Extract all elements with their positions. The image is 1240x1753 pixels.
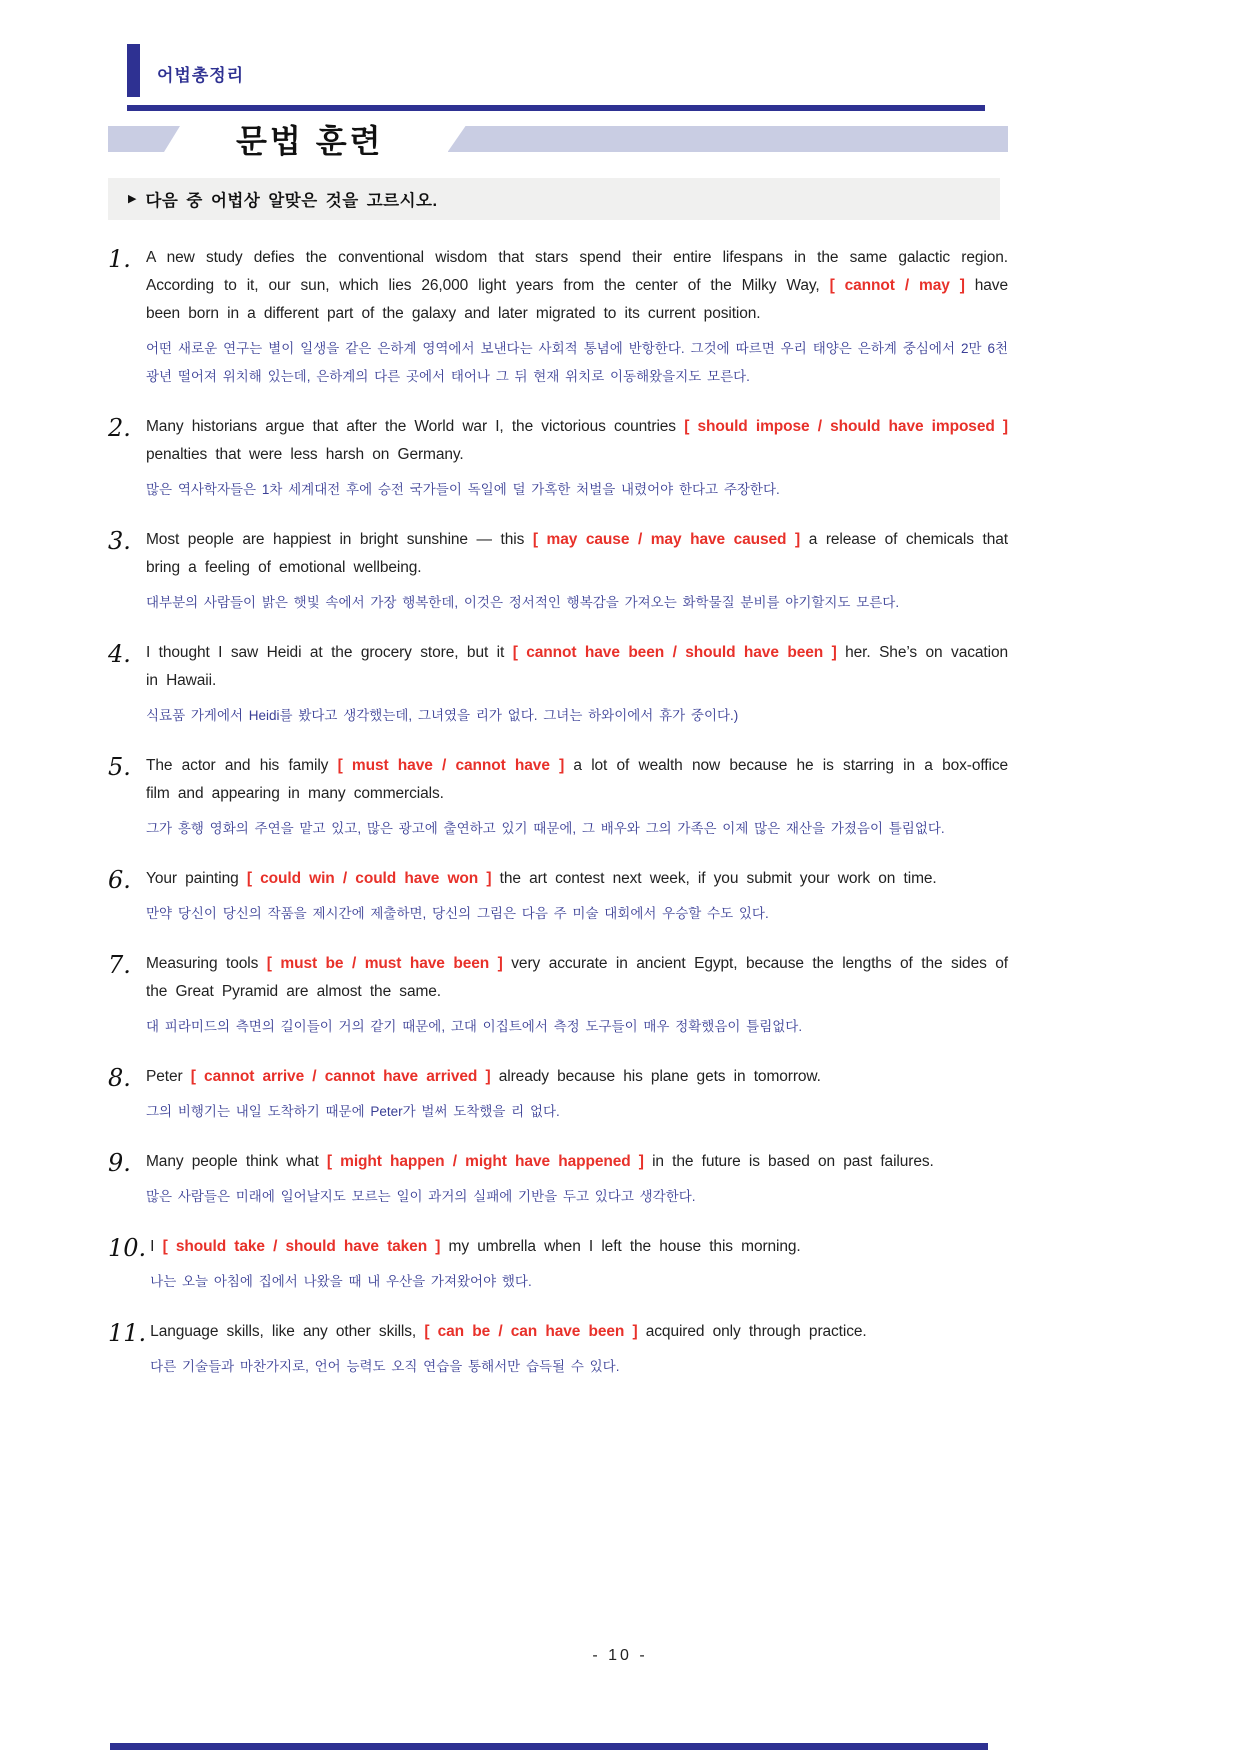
question-text-post: acquired only through practice. xyxy=(645,1323,867,1340)
triangle-bullet-icon: ▶ xyxy=(128,192,137,205)
page-number: - 10 - xyxy=(592,1647,648,1664)
question-text xyxy=(150,1318,1008,1346)
question-body xyxy=(150,1233,1008,1296)
question-item-7 xyxy=(108,950,1008,1041)
question-number: 8. xyxy=(108,1064,131,1092)
question-item-8 xyxy=(108,1063,1008,1126)
question-number: 3. xyxy=(108,527,131,555)
answer-choice: [ should impose / should have imposed ] xyxy=(684,418,1008,435)
korean-translation: 다른 기술들과 마찬가지로, 언어 능력도 오직 연습을 통해서만 습득될 수 있다. xyxy=(150,1359,620,1374)
question-body xyxy=(146,639,1008,730)
question-body xyxy=(146,865,1008,928)
question-body xyxy=(146,752,1008,843)
question-text-pre: Peter xyxy=(146,1068,183,1085)
question-text-pre: I thought I saw Heidi at the grocery store, but it xyxy=(146,644,505,661)
korean-translation: 많은 사람들은 미래에 일어날지도 모르는 일이 과거의 실패에 기반을 두고 있다고 생각한다. xyxy=(146,1189,696,1204)
header-rule xyxy=(127,105,985,111)
page-title: 문법 훈련 xyxy=(236,123,384,159)
korean-translation: 많은 역사학자들은 1차 세계대전 후에 승전 국가들이 독일에 덜 가혹한 처벌을 내렸어야 한다고 주장한다. xyxy=(146,482,780,497)
question-item-11 xyxy=(108,1318,1008,1381)
answer-choice: [ cannot arrive / cannot have arrived ] xyxy=(190,1068,491,1085)
korean-translation: 대 피라미드의 측면의 길이들이 거의 같기 때문에, 고대 이집트에서 측정 도구들이 매우 정확했음이 틀림없다. xyxy=(146,1019,803,1034)
answer-choice: [ might happen / might have happened ] xyxy=(326,1153,644,1170)
answer-choice: [ must be / must have been ] xyxy=(266,955,503,972)
korean-translation: 만약 당신이 당신의 작품을 제시간에 제출하면, 당신의 그림은 다음 주 미술 대회에서 우승할 수도 있다. xyxy=(146,906,769,921)
instruction-bar xyxy=(108,178,1000,220)
content-area xyxy=(108,124,1008,1403)
question-number: 5. xyxy=(108,753,131,781)
question-text-pre: Your painting xyxy=(146,870,239,887)
question-text xyxy=(146,950,1008,1006)
answer-choice: [ may cause / may have caused ] xyxy=(532,531,801,548)
question-text xyxy=(150,1233,1008,1261)
banner-left-bar xyxy=(108,126,180,152)
question-text-post: have been born in a different part of the galaxy and later migrated to its current position. xyxy=(146,277,1008,322)
answer-choice: [ could win / could have won ] xyxy=(246,870,492,887)
question-text xyxy=(146,413,1008,469)
question-text-pre: Language skills, like any other skills, xyxy=(150,1323,417,1340)
question-text-pre: Measuring tools xyxy=(146,955,259,972)
answer-choice: [ can be / can have been ] xyxy=(424,1323,638,1340)
question-text-pre: The actor and his family xyxy=(146,757,329,774)
question-item-1 xyxy=(108,244,1008,391)
banner-right-bar xyxy=(448,126,1008,152)
question-number: 6. xyxy=(108,866,131,894)
question-number: 1. xyxy=(108,245,131,273)
question-text-post: my umbrella when I left the house this morning. xyxy=(448,1238,801,1255)
korean-translation: 어떤 새로운 연구는 별이 일생을 같은 은하계 영역에서 보낸다는 사회적 통념에 반항한다. 그것에 따르면 우리 태양은 은하계 중심에서 2만 6천 광년 떨어져 위치해 있는데, 은하계의 다른 곳에서 태어나 그 뒤 현재 위치로 이동해왔을지도 모른다. xyxy=(146,341,1008,384)
question-text-pre: I xyxy=(150,1238,155,1255)
question-body xyxy=(150,1318,1008,1381)
question-text-post: a lot of wealth now because he is starring in a box-office film and appearing in many commercials. xyxy=(146,757,1008,802)
question-text-pre: Many people think what xyxy=(146,1153,319,1170)
question-body xyxy=(146,244,1008,391)
question-number: 4. xyxy=(108,640,131,668)
question-body xyxy=(146,950,1008,1041)
question-item-10 xyxy=(108,1233,1008,1296)
korean-translation: 나는 오늘 아침에 집에서 나왔을 때 내 우산을 가져왔어야 했다. xyxy=(150,1274,532,1289)
question-text-pre: Many historians argue that after the World war I, the victorious countries xyxy=(146,418,676,435)
question-item-3 xyxy=(108,526,1008,617)
question-text-post: penalties that were less harsh on Germany. xyxy=(146,446,464,463)
question-text xyxy=(146,752,1008,808)
answer-choice: [ should take / should have taken ] xyxy=(162,1238,441,1255)
question-body xyxy=(146,526,1008,617)
question-text xyxy=(146,1063,1008,1091)
question-text-post: the art contest next week, if you submit your work on time. xyxy=(499,870,937,887)
korean-translation: 식료품 가게에서 Heidi를 봤다고 생각했는데, 그녀였을 리가 없다. 그녀는 하와이에서 휴가 중이다.) xyxy=(146,708,739,723)
header-accent-bar xyxy=(127,44,140,97)
korean-translation: 그의 비행기는 내일 도착하기 때문에 Peter가 벌써 도착했을 리 없다. xyxy=(146,1104,560,1119)
question-number: 2. xyxy=(108,414,131,442)
question-body xyxy=(146,1063,1008,1126)
question-body xyxy=(146,413,1008,504)
question-number: 10. xyxy=(108,1234,147,1262)
question-item-2 xyxy=(108,413,1008,504)
question-text xyxy=(146,639,1008,695)
question-text-post: in the future is based on past failures. xyxy=(652,1153,934,1170)
section-label: 어법총정리 xyxy=(157,66,245,85)
question-text xyxy=(146,1148,1008,1176)
question-text xyxy=(146,865,1008,893)
question-text-pre: A new study defies the conventional wisdom that stars spend their entire lifespans in the same galactic region. According to it, our sun, which lies 26,000 light years from the center of the Milky Way, xyxy=(146,249,1008,294)
question-text-post: very accurate in ancient Egypt, because the lengths of the sides of the Great Pyramid are almost the same. xyxy=(146,955,1008,1000)
answer-choice: [ cannot have been / should have been ] xyxy=(512,644,837,661)
question-item-9 xyxy=(108,1148,1008,1211)
question-number: 11. xyxy=(108,1319,147,1347)
question-item-4 xyxy=(108,639,1008,730)
question-text-post: her. She’s on vacation in Hawaii. xyxy=(146,644,1008,689)
instruction-text: 다음 중 어법상 알맞은 것을 고르시오. xyxy=(145,192,438,210)
footer-rule xyxy=(110,1743,988,1750)
question-text xyxy=(146,526,1008,582)
answer-choice: [ cannot / may ] xyxy=(829,277,965,294)
korean-translation: 그가 흥행 영화의 주연을 맡고 있고, 많은 광고에 출연하고 있기 때문에, 그 배우와 그의 가족은 이제 많은 재산을 가졌음이 틀림없다. xyxy=(146,821,945,836)
question-text-post: a release of chemicals that bring a feeling of emotional wellbeing. xyxy=(146,531,1008,576)
question-item-5 xyxy=(108,752,1008,843)
title-banner xyxy=(108,123,1008,159)
question-number: 9. xyxy=(108,1149,131,1177)
question-number: 7. xyxy=(108,951,131,979)
korean-translation: 대부분의 사람들이 밝은 햇빛 속에서 가장 행복한데, 이것은 정서적인 행복감을 가져오는 화학물질 분비를 야기할지도 모른다. xyxy=(146,595,900,610)
question-text xyxy=(146,244,1008,328)
question-body xyxy=(146,1148,1008,1211)
question-item-6 xyxy=(108,865,1008,928)
question-text-post: already because his plane gets in tomorrow. xyxy=(498,1068,821,1085)
answer-choice: [ must have / cannot have ] xyxy=(337,757,565,774)
question-text-pre: Most people are happiest in bright sunshine — this xyxy=(146,531,525,548)
